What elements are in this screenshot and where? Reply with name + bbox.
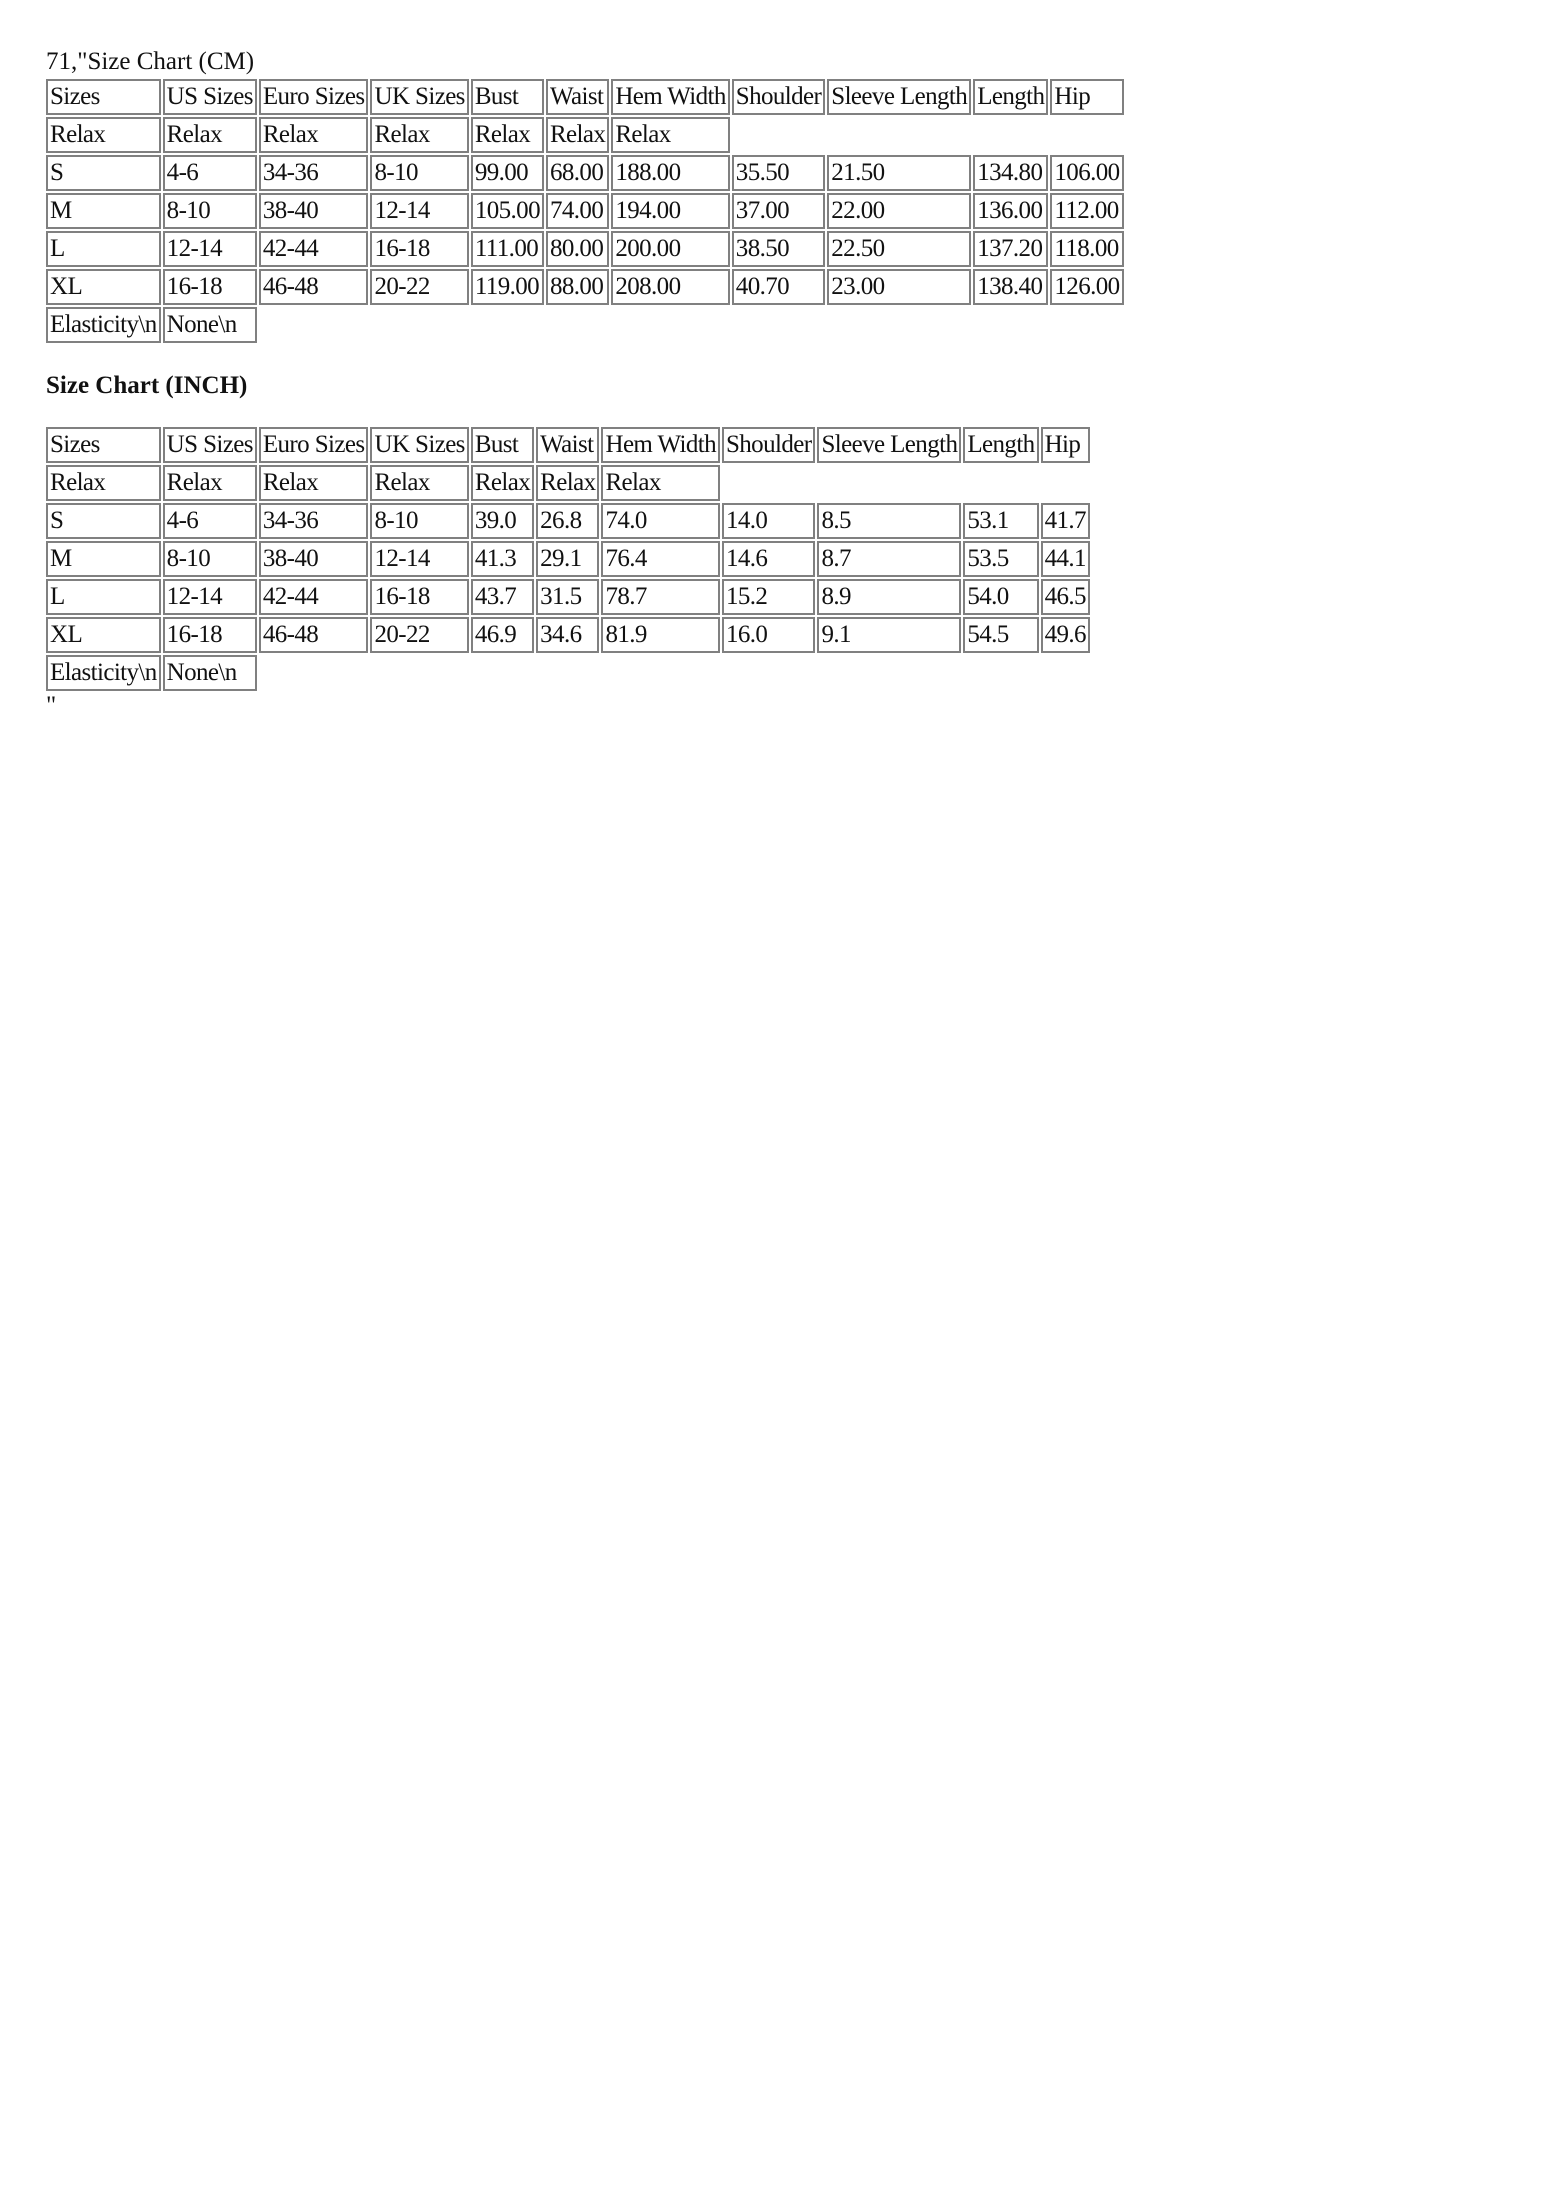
cell: 41.3: [471, 541, 534, 577]
cell: 16-18: [370, 579, 468, 615]
cell: 44.1: [1041, 541, 1090, 577]
cell: 43.7: [471, 579, 534, 615]
cm-size-table: [44, 77, 1126, 345]
header-cell: Hem Width: [611, 79, 729, 115]
cell: 38-40: [259, 541, 369, 577]
cell: 78.7: [601, 579, 719, 615]
header-cell: Hip: [1050, 79, 1123, 115]
cell: 16-18: [163, 617, 257, 653]
cell: 106.00: [1050, 155, 1123, 191]
cell: 137.20: [973, 231, 1048, 267]
cell: 20-22: [370, 617, 468, 653]
inch-chart-title: Size Chart (INCH): [46, 372, 248, 399]
relax-cell: Relax: [163, 117, 257, 153]
cell: 34.6: [536, 617, 599, 653]
header-cell: Length: [973, 79, 1048, 115]
cell: 12-14: [163, 231, 257, 267]
cell: 21.50: [827, 155, 971, 191]
cell: 15.2: [722, 579, 815, 615]
cell: 208.00: [611, 269, 729, 305]
cell: 12-14: [370, 541, 468, 577]
cell: 46-48: [259, 269, 369, 305]
cell: 126.00: [1050, 269, 1123, 305]
header-cell: Sleeve Length: [817, 427, 961, 463]
header-cell: US Sizes: [163, 79, 257, 115]
cell: 8-10: [163, 541, 257, 577]
header-cell: UK Sizes: [370, 427, 468, 463]
cell: 68.00: [546, 155, 609, 191]
cell: 22.00: [827, 193, 971, 229]
cell: 81.9: [601, 617, 719, 653]
header-cell: Hip: [1041, 427, 1090, 463]
cell: 34-36: [259, 155, 369, 191]
relax-cell: Relax: [546, 117, 609, 153]
cell: 16-18: [163, 269, 257, 305]
relax-row: [46, 465, 1090, 501]
cell: 53.5: [963, 541, 1038, 577]
cell: 194.00: [611, 193, 729, 229]
inch-size-table: [44, 425, 1092, 693]
cell: 188.00: [611, 155, 729, 191]
relax-cell: Relax: [471, 465, 534, 501]
header-cell: Sleeve Length: [827, 79, 971, 115]
cell: 138.40: [973, 269, 1048, 305]
cell: 4-6: [163, 503, 257, 539]
cell: S: [46, 503, 161, 539]
relax-cell: Relax: [163, 465, 257, 501]
relax-row: [46, 117, 1124, 153]
elasticity-value: None\n: [163, 307, 257, 343]
cm-chart-title: 71,"Size Chart (CM): [46, 48, 255, 75]
relax-cell: Relax: [536, 465, 599, 501]
cell: 35.50: [732, 155, 825, 191]
cell: 40.70: [732, 269, 825, 305]
table-row: [46, 193, 1124, 229]
header-cell: Waist: [536, 427, 599, 463]
cell: 46-48: [259, 617, 369, 653]
table-header-row: [46, 79, 1124, 115]
table-row: [46, 541, 1090, 577]
header-cell: Length: [963, 427, 1038, 463]
cell: M: [46, 541, 161, 577]
cell: L: [46, 231, 161, 267]
cell: 76.4: [601, 541, 719, 577]
cell: 39.0: [471, 503, 534, 539]
closing-quote: ": [46, 692, 57, 719]
header-cell: Hem Width: [601, 427, 719, 463]
cell: 74.00: [546, 193, 609, 229]
cell: 8-10: [370, 155, 468, 191]
elasticity-label: Elasticity\n: [46, 307, 161, 343]
cell: M: [46, 193, 161, 229]
table-row: [46, 503, 1090, 539]
cell: 49.6: [1041, 617, 1090, 653]
cell: 8.7: [817, 541, 961, 577]
cell: 134.80: [973, 155, 1048, 191]
header-cell: Bust: [471, 79, 544, 115]
cell: 22.50: [827, 231, 971, 267]
cell: 74.0: [601, 503, 719, 539]
elasticity-row: [46, 655, 1090, 691]
cell: 12-14: [370, 193, 468, 229]
cell: 8-10: [370, 503, 468, 539]
cell: 136.00: [973, 193, 1048, 229]
relax-cell: Relax: [471, 117, 544, 153]
cell: 8.5: [817, 503, 961, 539]
cell: 46.9: [471, 617, 534, 653]
cell: 23.00: [827, 269, 971, 305]
cell: 16-18: [370, 231, 468, 267]
cell: 8-10: [163, 193, 257, 229]
header-cell: US Sizes: [163, 427, 257, 463]
relax-cell: Relax: [259, 117, 369, 153]
cell: 42-44: [259, 579, 369, 615]
cell: 42-44: [259, 231, 369, 267]
header-cell: Euro Sizes: [259, 79, 369, 115]
relax-cell: Relax: [611, 117, 729, 153]
cell: 80.00: [546, 231, 609, 267]
table-row: [46, 269, 1124, 305]
cell: 14.0: [722, 503, 815, 539]
table-header-row: [46, 427, 1090, 463]
cell: 12-14: [163, 579, 257, 615]
relax-cell: Relax: [370, 117, 468, 153]
cell: 26.8: [536, 503, 599, 539]
cell: 99.00: [471, 155, 544, 191]
header-cell: UK Sizes: [370, 79, 468, 115]
cell: 54.0: [963, 579, 1038, 615]
header-cell: Bust: [471, 427, 534, 463]
cell: 105.00: [471, 193, 544, 229]
cell: 14.6: [722, 541, 815, 577]
cell: 8.9: [817, 579, 961, 615]
cell: 34-36: [259, 503, 369, 539]
relax-cell: Relax: [601, 465, 719, 501]
cell: 31.5: [536, 579, 599, 615]
table-row: [46, 617, 1090, 653]
cell: 38.50: [732, 231, 825, 267]
header-cell: Sizes: [46, 427, 161, 463]
document-body: [46, 47, 1126, 719]
cell: 41.7: [1041, 503, 1090, 539]
header-cell: Shoulder: [732, 79, 825, 115]
relax-cell: Relax: [259, 465, 369, 501]
cell: 16.0: [722, 617, 815, 653]
header-cell: Sizes: [46, 79, 161, 115]
header-cell: Waist: [546, 79, 609, 115]
cell: 54.5: [963, 617, 1038, 653]
header-cell: Euro Sizes: [259, 427, 369, 463]
cell: 88.00: [546, 269, 609, 305]
cell: 112.00: [1050, 193, 1123, 229]
relax-cell: Relax: [46, 117, 161, 153]
elasticity-label: Elasticity\n: [46, 655, 161, 691]
cell: 4-6: [163, 155, 257, 191]
cell: 53.1: [963, 503, 1038, 539]
elasticity-value: None\n: [163, 655, 257, 691]
cell: XL: [46, 617, 161, 653]
cell: 111.00: [471, 231, 544, 267]
cell: 119.00: [471, 269, 544, 305]
cell: 20-22: [370, 269, 468, 305]
cell: 9.1: [817, 617, 961, 653]
cell: 37.00: [732, 193, 825, 229]
header-cell: Shoulder: [722, 427, 815, 463]
table-row: [46, 155, 1124, 191]
relax-cell: Relax: [46, 465, 161, 501]
cell: 118.00: [1050, 231, 1123, 267]
cell: XL: [46, 269, 161, 305]
cell: 29.1: [536, 541, 599, 577]
cell: 46.5: [1041, 579, 1090, 615]
cell: S: [46, 155, 161, 191]
table-row: [46, 579, 1090, 615]
elasticity-row: [46, 307, 1124, 343]
cell: 38-40: [259, 193, 369, 229]
cell: L: [46, 579, 161, 615]
cell: 200.00: [611, 231, 729, 267]
table-row: [46, 231, 1124, 267]
relax-cell: Relax: [370, 465, 468, 501]
